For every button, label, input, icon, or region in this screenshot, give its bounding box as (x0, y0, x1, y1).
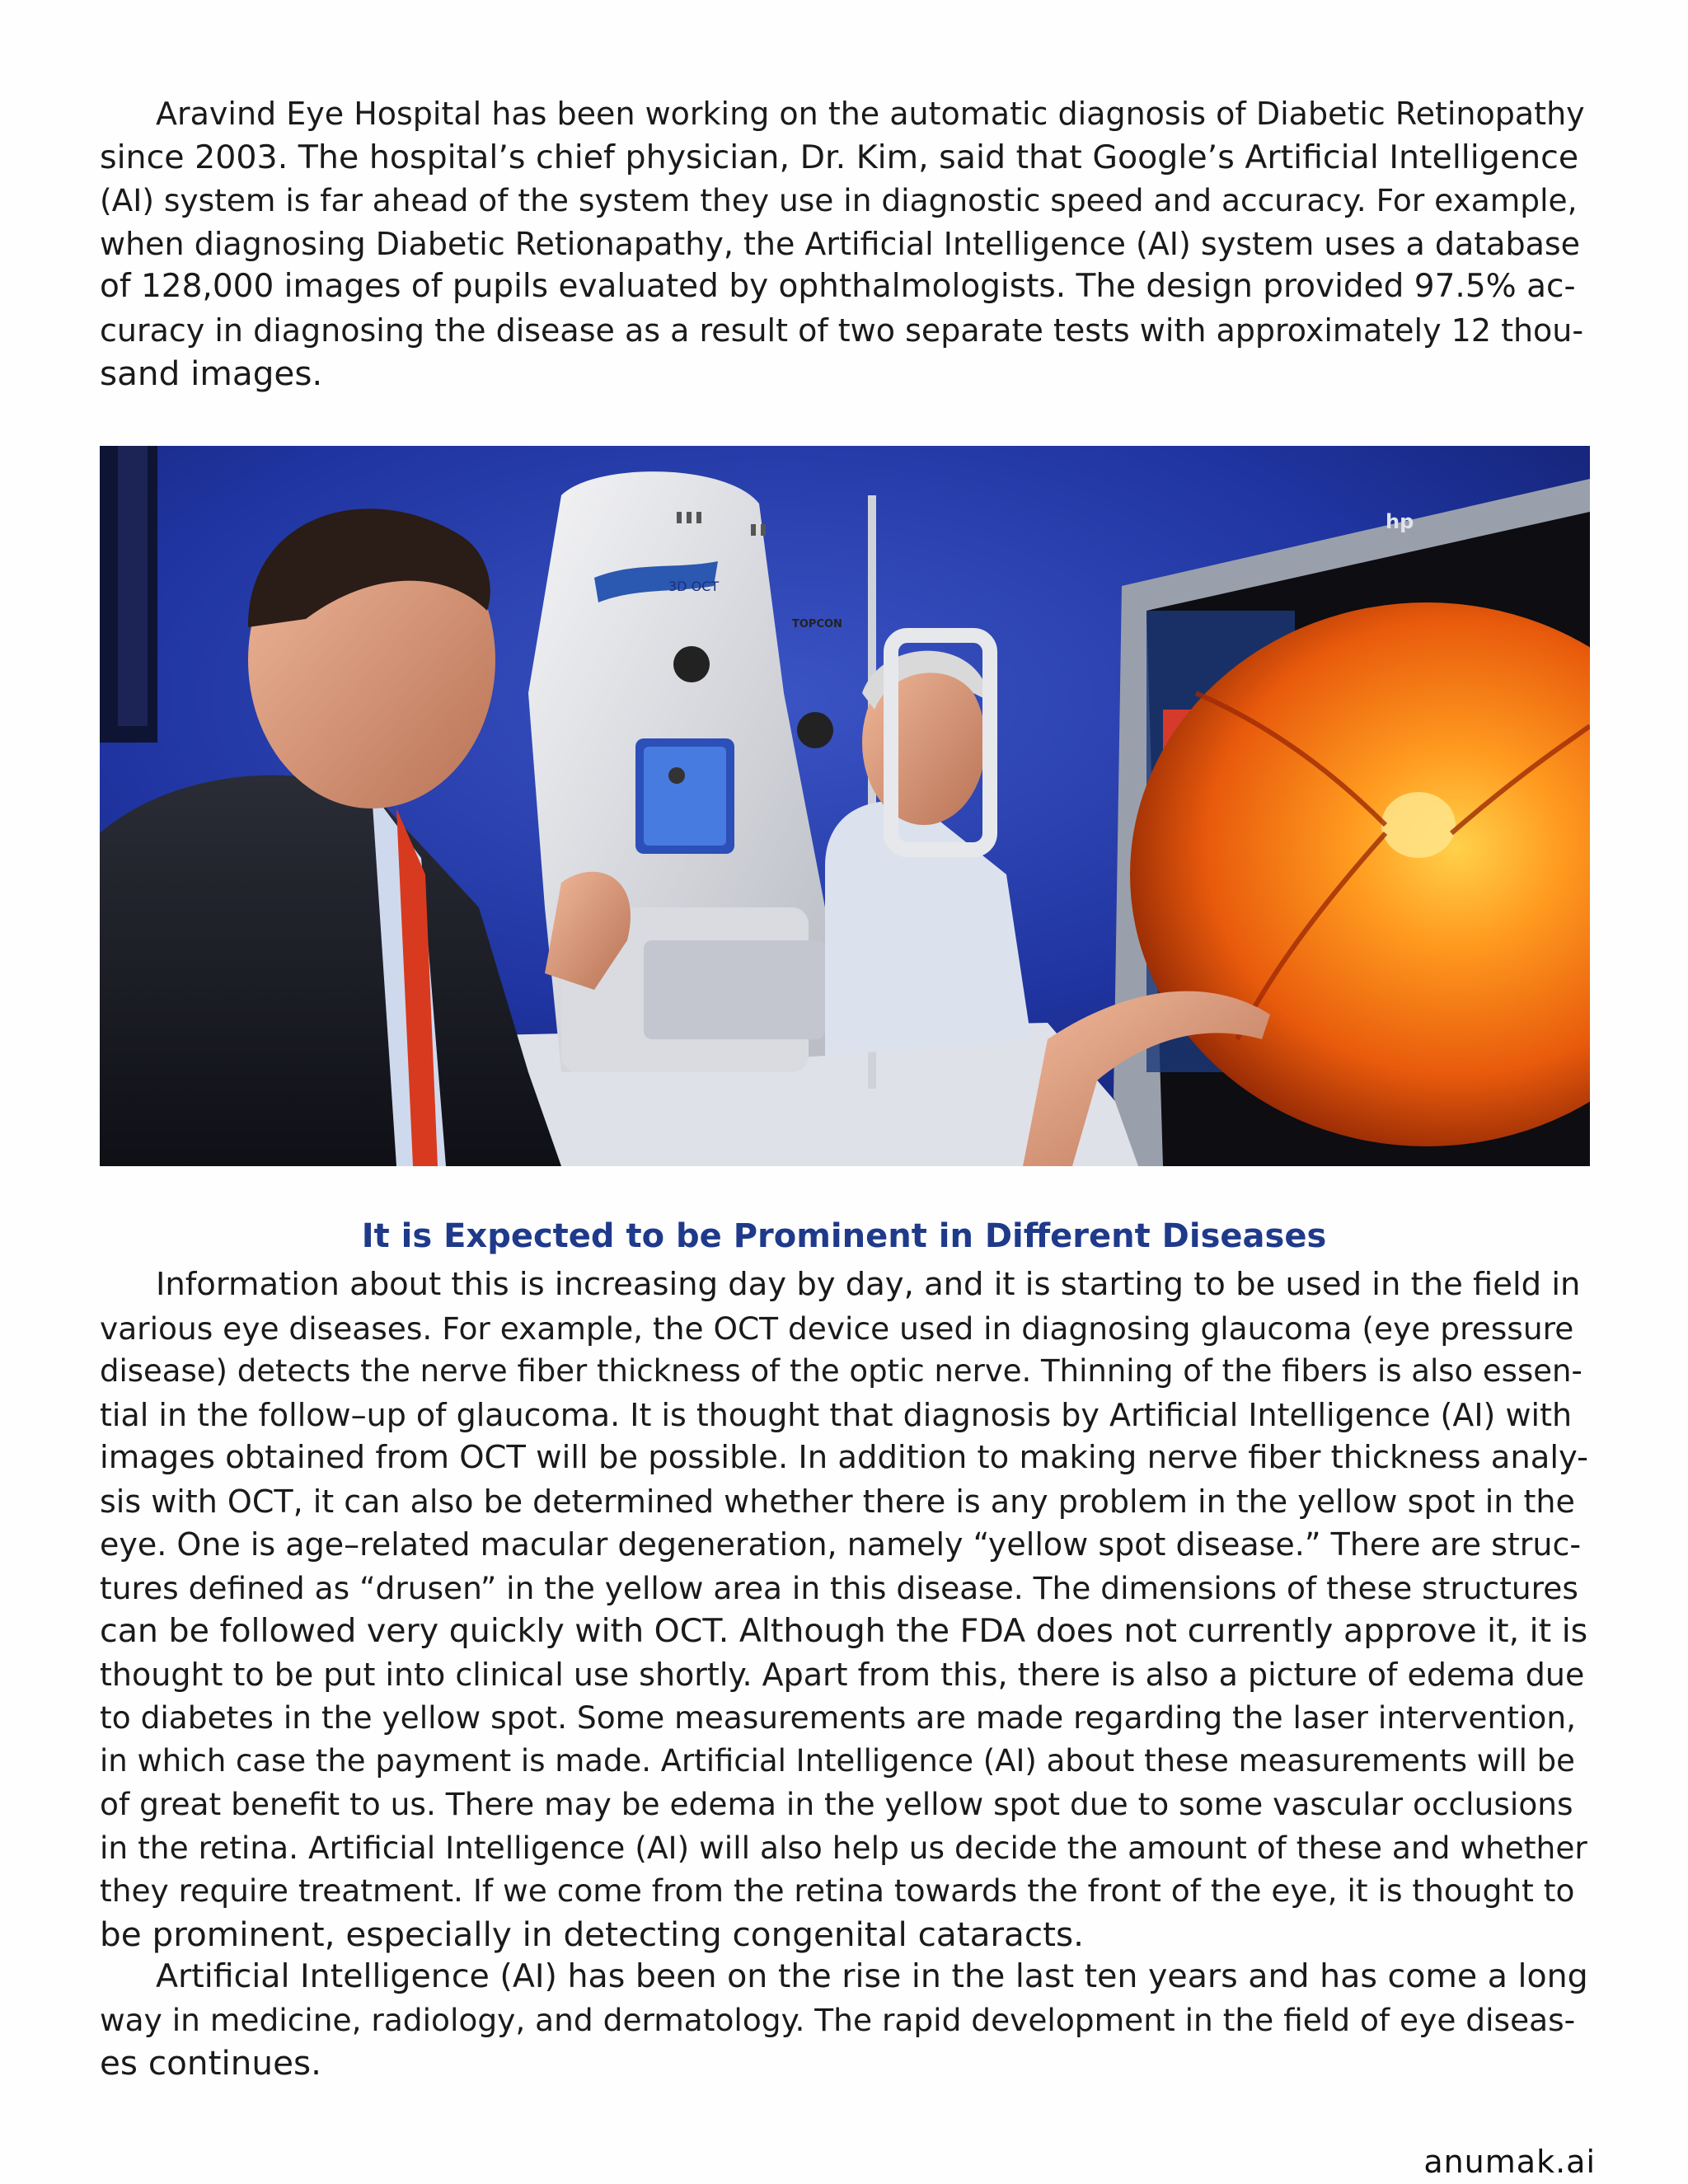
text-line: images obtained from OCT will be possible. In addition to making nerve fiber thickness analy- (100, 1439, 1589, 1476)
text-line: Aravind Eye Hospital has been working on the automatic diagnosis of Diabetic Retinopathy (156, 96, 1585, 132)
intro-paragraph (100, 92, 1590, 396)
footer-site-link[interactable]: anumak.ai (1423, 2144, 1596, 2180)
text-line: disease) detects the nerve fiber thickness of the optic nerve. Thinning of the fibers is also essen- (100, 1353, 1582, 1389)
text-line: eye. One is age–related macular degeneration, namely “yellow spot disease.” There are struc- (100, 1526, 1582, 1563)
text-line: various eye diseases. For example, the OCT device used in diagnosing glaucoma (eye pressure (100, 1310, 1574, 1347)
text-line: to diabetes in the yellow spot. Some measurements are made regarding the laser intervention, (100, 1699, 1577, 1736)
monitor-logo: hp (1386, 510, 1414, 533)
text-line: when diagnosing Diabetic Retionapathy, the Artificial Intelligence (AI) system uses a database (100, 225, 1581, 262)
text-line: tial in the follow–up of glaucoma. It is thought that diagnosis by Artificial Intelligence (AI) with (100, 1396, 1573, 1433)
article-photo (100, 446, 1590, 1166)
text-line: thought to be put into clinical use shortly. Apart from this, there is also a picture of edema due (100, 1656, 1585, 1693)
text-line: they require treatment. If we come from the retina towards the front of the eye, it is thought to (100, 1872, 1575, 1909)
text-line: since 2003. The hospital’s chief physician, Dr. Kim, said that Google’s Artificial Intelligence (100, 138, 1579, 176)
text-line: in the retina. Artificial Intelligence (AI) will also help us decide the amount of these and whether (100, 1829, 1587, 1866)
body-paragraph (100, 1263, 1590, 1956)
closing-paragraph (100, 1955, 1590, 2085)
text-line: tures defined as “drusen” in the yellow area in this disease. The dimensions of these structures (100, 1569, 1578, 1606)
device-maker-label: TOPCON (792, 618, 842, 630)
text-line: sand images. (100, 354, 323, 393)
text-line: es continues. (100, 2043, 321, 2083)
text-line: can be followed very quickly with OCT. Although the FDA does not currently approve it, it is (100, 1612, 1588, 1650)
section-heading: It is Expected to be Prominent in Different Diseases (361, 1217, 1327, 1255)
text-line: way in medicine, radiology, and dermatology. The rapid development in the field of eye diseas- (100, 2001, 1576, 2038)
photo-illustration (100, 446, 1590, 1166)
text-line: Information about this is increasing day by day, and it is starting to be used in the field in (156, 1266, 1581, 1303)
text-line: of 128,000 images of pupils evaluated by ophthalmologists. The design provided 97.5% ac- (100, 268, 1576, 305)
text-line: curacy in diagnosing the disease as a result of two separate tests with approximately 12 thou- (100, 312, 1584, 349)
text-line: of great benefit to us. There may be edema in the yellow spot due to some vascular occlusions (100, 1786, 1573, 1822)
monitor (1114, 479, 1590, 1166)
text-line: sis with OCT, it can also be determined whether there is any problem in the yellow spot in the (100, 1483, 1575, 1520)
device-knob (673, 646, 710, 682)
device-brand-label: 3D OCT (668, 579, 720, 594)
text-line: in which case the payment is made. Artificial Intelligence (AI) about these measurements will be (100, 1742, 1575, 1779)
text-line: (AI) system is far ahead of the system they use in diagnostic speed and accuracy. For example, (100, 182, 1578, 218)
text-line: be prominent, especially in detecting congenital cataracts. (100, 1914, 1084, 1954)
text-line: Artificial Intelligence (AI) has been on the rise in the last ten years and has come a long (156, 1957, 1588, 1995)
